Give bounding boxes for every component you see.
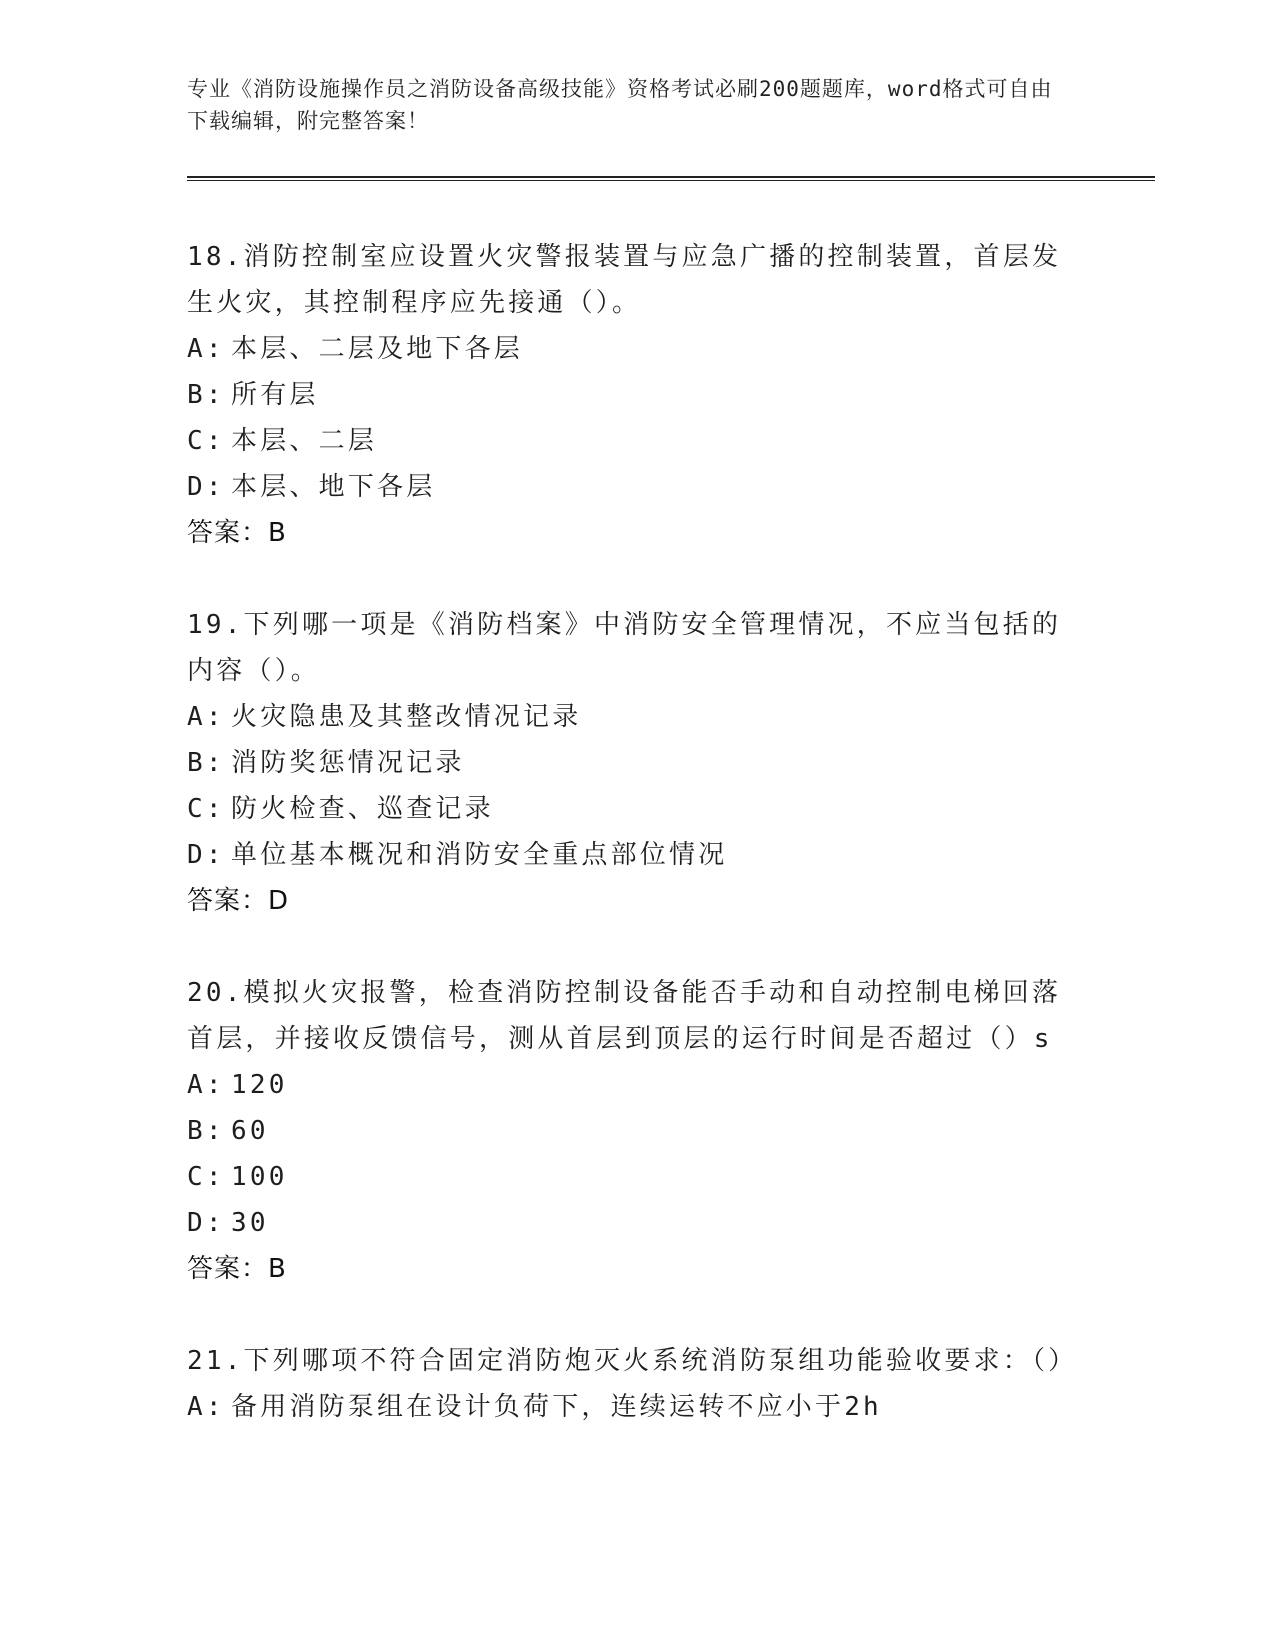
option-a (187, 1384, 1087, 1430)
option-text: 本层、二层及地下各层 (231, 334, 524, 364)
answer-line: 答案：D (187, 886, 290, 916)
option-letter: D: (187, 472, 225, 502)
option-text: 本层、地下各层 (231, 472, 436, 502)
option-c (187, 418, 1087, 464)
option-text: 备用消防泵组在设计负荷下，连续运转不应小于2h (231, 1392, 882, 1422)
option-letter: B: (187, 1116, 225, 1146)
question-19 (187, 602, 1087, 924)
option-letter: A: (187, 702, 225, 732)
option-letter: B: (187, 380, 225, 410)
option-letter: C: (187, 426, 225, 456)
option-text: 本层、二层 (231, 426, 378, 456)
question-21 (187, 1338, 1087, 1430)
option-letter: A: (187, 334, 225, 364)
question-18 (187, 234, 1087, 556)
option-b (187, 740, 1087, 786)
option-text: 120 (231, 1070, 288, 1100)
document-header: 专业《消防设施操作员之消防设备高级技能》资格考试必刷200题题库，word格式可自由下载编辑，附完整答案！ (187, 77, 1053, 133)
option-text: 所有层 (231, 380, 319, 410)
option-b (187, 1108, 1087, 1154)
option-letter: D: (187, 1208, 225, 1238)
option-text: 防火检查、巡查记录 (231, 794, 494, 824)
option-letter: C: (187, 794, 225, 824)
question-stem: 19.下列哪一项是《消防档案》中消防安全管理情况，不应当包括的内容（）。 (187, 610, 1062, 686)
option-a (187, 326, 1087, 372)
answer-line: 答案：B (187, 1254, 287, 1284)
option-b (187, 372, 1087, 418)
option-letter: A: (187, 1392, 225, 1422)
option-text: 60 (231, 1116, 269, 1146)
option-letter: D: (187, 840, 225, 870)
option-a (187, 1062, 1087, 1108)
option-letter: C: (187, 1162, 225, 1192)
option-d (187, 464, 1087, 510)
answer-line: 答案：B (187, 518, 287, 548)
option-text: 100 (231, 1162, 288, 1192)
option-text: 消防奖惩情况记录 (231, 748, 465, 778)
question-stem: 20.模拟火灾报警，检查消防控制设备能否手动和自动控制电梯回落首层，并接收反馈信号，测从首层到顶层的运行时间是否超过（）s (187, 978, 1062, 1054)
question-list (187, 234, 1087, 1476)
option-letter: A: (187, 1070, 225, 1100)
option-a (187, 694, 1087, 740)
option-text: 火灾隐患及其整改情况记录 (231, 702, 582, 732)
option-d (187, 1200, 1087, 1246)
option-text: 30 (231, 1208, 269, 1238)
question-stem: 21.下列哪项不符合固定消防炮灭火系统消防泵组功能验收要求：（） (187, 1346, 1078, 1376)
option-text: 单位基本概况和消防安全重点部位情况 (231, 840, 728, 870)
option-c (187, 1154, 1087, 1200)
option-letter: B: (187, 748, 225, 778)
question-20 (187, 970, 1087, 1292)
question-stem: 18.消防控制室应设置火灾警报装置与应急广播的控制装置，首层发生火灾，其控制程序应先接通（）。 (187, 242, 1062, 318)
header-divider (187, 176, 1155, 181)
option-c (187, 786, 1087, 832)
option-d (187, 832, 1087, 878)
